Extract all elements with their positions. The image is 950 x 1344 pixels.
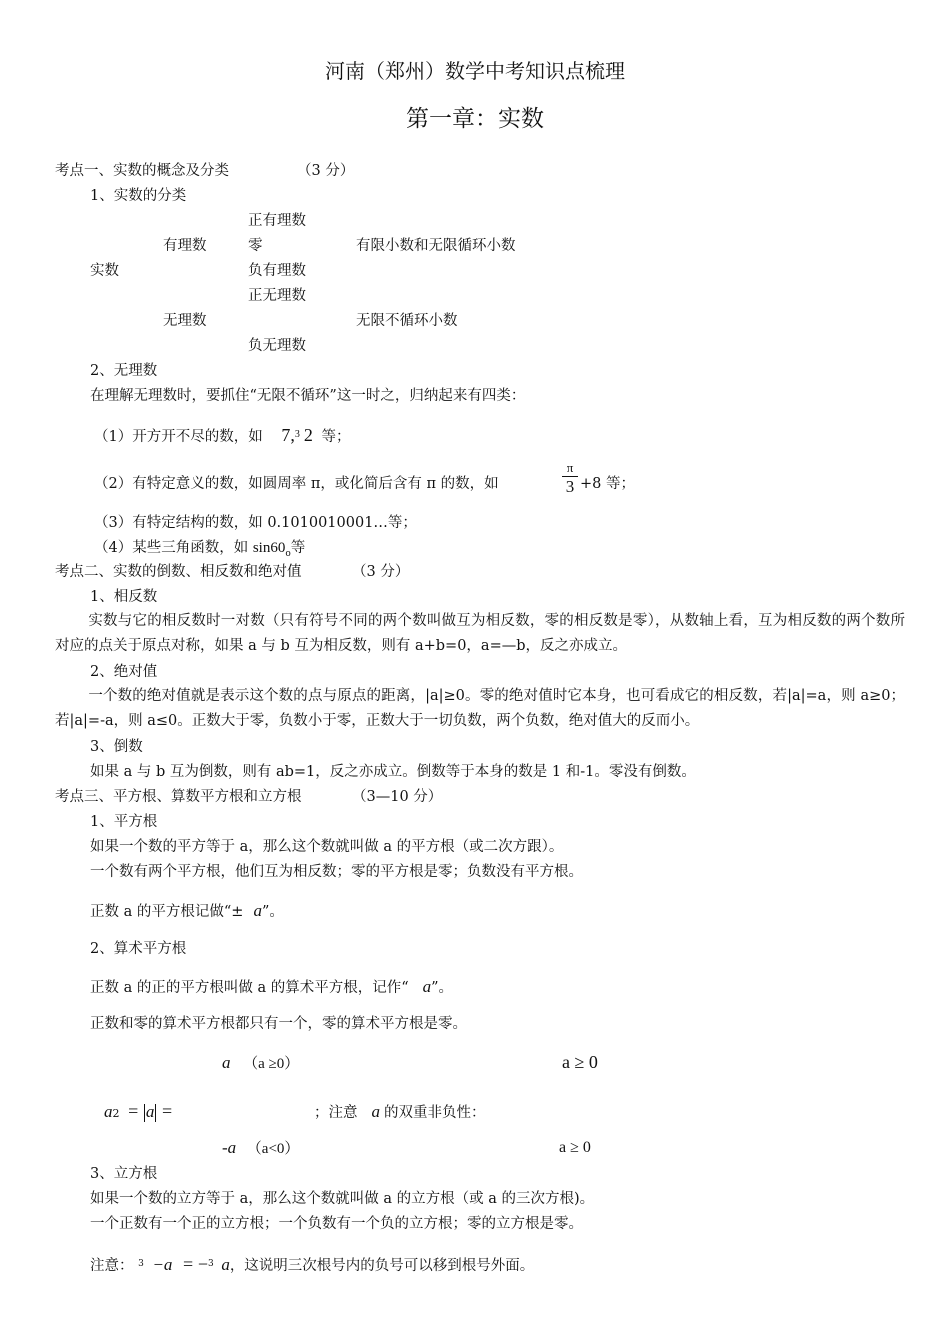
tree-neg-rational: 负有理数 xyxy=(248,263,306,279)
paragraph: 如果一个数的立方等于 a，那么这个数就叫做 a 的立方根（或 a 的三次方根)。 xyxy=(90,1191,595,1207)
fraction-pi-over-3: π 3 xyxy=(562,460,578,496)
list-item: （2）有特定意义的数，如圆周率 π，或化简后含有 π 的数，如 xyxy=(94,476,499,492)
sub-heading: 2、绝对值 xyxy=(90,664,158,680)
sub-heading: 1、实数的分类 xyxy=(90,188,187,204)
section-3-heading: 考点三、平方根、算数平方根和立方根 xyxy=(55,789,302,805)
document-title: 河南（郑州）数学中考知识点梳理 xyxy=(325,59,625,83)
paragraph: 正数和零的算术平方根都只有一个，零的算术平方根是零。 xyxy=(90,1016,467,1032)
tree-irrational-note: 无限不循环小数 xyxy=(356,313,458,329)
section-3-score: （3—10 分） xyxy=(352,789,443,805)
lhs-expression: a2 = a = xyxy=(104,1101,173,1121)
section-2-score: （3 分） xyxy=(352,564,410,580)
section-2-heading: 考点二、实数的倒数、相反数和绝对值 xyxy=(55,564,302,580)
tree-pos-irrational: 正无理数 xyxy=(248,288,306,304)
list-item-suffix: +8 等； xyxy=(580,476,635,492)
math-expression: 7,$^3$ 2 xyxy=(281,425,313,445)
paragraph: 正数 a 的正的平方根叫做 a 的算术平方根，记作“ a”。 xyxy=(90,977,454,996)
sub-heading: 2、无理数 xyxy=(90,363,158,379)
tree-neg-irrational: 负无理数 xyxy=(248,338,306,354)
paragraph: 如果 a 与 b 互为倒数，则有 ab=1，反之亦成立。倒数等于本身的数是 1 和-1。零没有倒数。 xyxy=(90,764,696,780)
paragraph: 一个数的绝对值就是表示这个数的点与原点的距离，|a|≥0。零的绝对值时它本身，也可看成它的相反数，若|a|=a，则 a≥0；若|a|=-a，则 a≤0。正数大于零，负数小于零，正数大于一切负数，两个负数，绝对值大的反而小。 xyxy=(55,688,905,729)
tree-root: 实数 xyxy=(90,263,119,279)
paragraph: 一个数有两个平方根，他们互为相反数；零的平方根是零；负数没有平方根。 xyxy=(90,864,583,880)
paragraph: 正数 a 的平方根记做“± a”。 xyxy=(90,901,284,920)
tree-irrational: 无理数 xyxy=(163,313,207,329)
sub-heading: 1、平方根 xyxy=(90,814,158,830)
sub-heading: 2、算术平方根 xyxy=(90,941,187,957)
tree-zero: 零 xyxy=(248,238,263,254)
paragraph: 在理解无理数时，要抓住“无限不循环”这一时之，归纳起来有四类： xyxy=(90,388,526,404)
sub-heading: 3、立方根 xyxy=(90,1166,158,1182)
tree-rational: 有理数 xyxy=(163,238,207,254)
case-1: a （a ≥0） xyxy=(222,1053,300,1072)
sub-heading: 1、相反数 xyxy=(90,589,158,605)
paragraph: 如果一个数的平方等于 a，那么这个数就叫做 a 的平方根（或二次方跟）。 xyxy=(90,839,564,855)
chapter-title: 第一章：实数 xyxy=(406,106,544,132)
list-item: （3）有特定结构的数，如 0.1010010001…等； xyxy=(94,515,417,531)
paragraph: 注意： $^3$ −a = −$^3$ a，这说明三次根号内的负号可以移到根号外面。 xyxy=(90,1254,535,1274)
paragraph: 实数与它的相反数时一对数（只有符号不同的两个数叫做互为相反数，零的相反数是零），从数轴上看，互为相反数的两个数所对应的点关于原点对称，如果 a 与 b 互为相反数，则有 a+b=0，a=—b，反之亦成立。 xyxy=(55,613,905,654)
case-2-condition: a ≥ 0 xyxy=(559,1139,591,1156)
tree-rational-note: 有限小数和无限循环小数 xyxy=(356,238,516,254)
list-item: （4）某些三角函数，如 $\sin 60_o$等 xyxy=(94,540,306,559)
sub-heading: 3、倒数 xyxy=(90,739,143,755)
case-2: -a （a<0） xyxy=(222,1138,300,1157)
list-item: （1）开方开不尽的数，如 7,$^3$ 2 等； xyxy=(94,425,351,445)
paragraph: 一个正数有一个正的立方根；一个负数有一个负的立方根；零的立方根是零。 xyxy=(90,1216,583,1232)
tree-pos-rational: 正有理数 xyxy=(248,213,306,229)
section-1-score: （3 分） xyxy=(297,163,355,179)
note: ；注意 a 的双重非负性： xyxy=(314,1102,486,1121)
case-1-condition: a ≥ 0 xyxy=(562,1052,598,1072)
section-1-heading: 考点一、实数的概念及分类 xyxy=(55,163,229,179)
